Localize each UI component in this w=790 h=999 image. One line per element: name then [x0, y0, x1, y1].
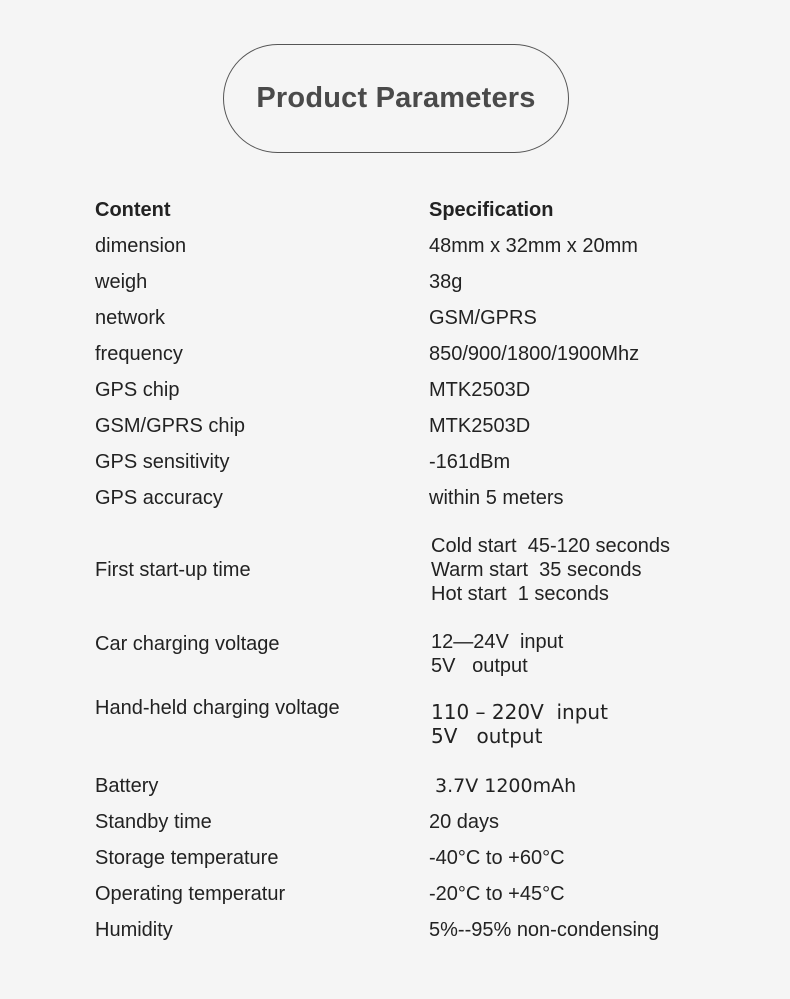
row-label: Operating temperatur — [95, 883, 286, 905]
row-value: -20°C to +45°C — [429, 883, 565, 905]
row-value: 38g — [429, 271, 463, 293]
table-row-startup — [95, 516, 735, 624]
row-label: Car charging voltage — [95, 633, 280, 655]
row-label: First start-up time — [95, 559, 251, 581]
table-row — [95, 912, 735, 948]
row-value: MTK2503D — [429, 415, 531, 437]
row-label: network — [95, 307, 166, 329]
table-row — [95, 408, 735, 444]
table-row — [95, 300, 735, 336]
row-value — [429, 534, 735, 606]
table-row — [95, 336, 735, 372]
row-label: GPS accuracy — [95, 487, 223, 509]
page-title: Product Parameters — [256, 82, 536, 114]
row-label: dimension — [95, 235, 187, 257]
row-value: within 5 meters — [429, 487, 564, 509]
title-badge — [223, 44, 569, 153]
row-label: GSM/GPRS chip — [95, 415, 246, 437]
table-row-handheld-charging — [95, 688, 735, 768]
row-label: Humidity — [95, 919, 173, 941]
row-value: 20 days — [429, 811, 500, 833]
row-label: weigh — [95, 271, 148, 293]
value-line: 5V output — [431, 724, 543, 748]
row-value: 3.7V 1200mAh — [435, 775, 577, 797]
header-specification: Specification — [429, 199, 554, 221]
row-value: MTK2503D — [429, 379, 531, 401]
row-value: GSM/GPRS — [429, 307, 537, 329]
table-row — [95, 444, 735, 480]
row-label: frequency — [95, 343, 183, 365]
table-row — [95, 372, 735, 408]
row-label: Standby time — [95, 811, 212, 833]
table-row — [95, 480, 735, 516]
row-label: Storage temperature — [95, 847, 279, 869]
row-label: GPS sensitivity — [95, 451, 230, 473]
row-value: 48mm x 32mm x 20mm — [429, 235, 638, 257]
row-label: GPS chip — [95, 379, 180, 401]
value-line: Warm start 35 seconds — [431, 559, 642, 581]
row-value — [429, 624, 735, 678]
value-line: Hot start 1 seconds — [431, 583, 609, 605]
table-row — [95, 768, 735, 804]
table-row — [95, 876, 735, 912]
header-content: Content — [95, 199, 171, 221]
row-label: Battery — [95, 775, 159, 797]
table-header — [95, 192, 735, 228]
table-row-car-charging — [95, 624, 735, 688]
row-value: 5%--95% non-condensing — [429, 919, 660, 941]
value-line: 5V output — [431, 655, 528, 677]
table-row — [95, 264, 735, 300]
spec-table — [95, 192, 735, 948]
row-value: 850/900/1800/1900Mhz — [429, 343, 640, 365]
value-line: 12—24V input — [431, 631, 564, 653]
value-line: 110 – 220V input — [431, 700, 608, 724]
row-label: Hand-held charging voltage — [95, 697, 340, 719]
value-line: Cold start 45-120 seconds — [431, 535, 671, 557]
table-row — [95, 840, 735, 876]
row-value: -40°C to +60°C — [429, 847, 565, 869]
row-value — [429, 688, 735, 748]
table-row — [95, 228, 735, 264]
row-value: -161dBm — [429, 451, 511, 473]
table-row — [95, 804, 735, 840]
